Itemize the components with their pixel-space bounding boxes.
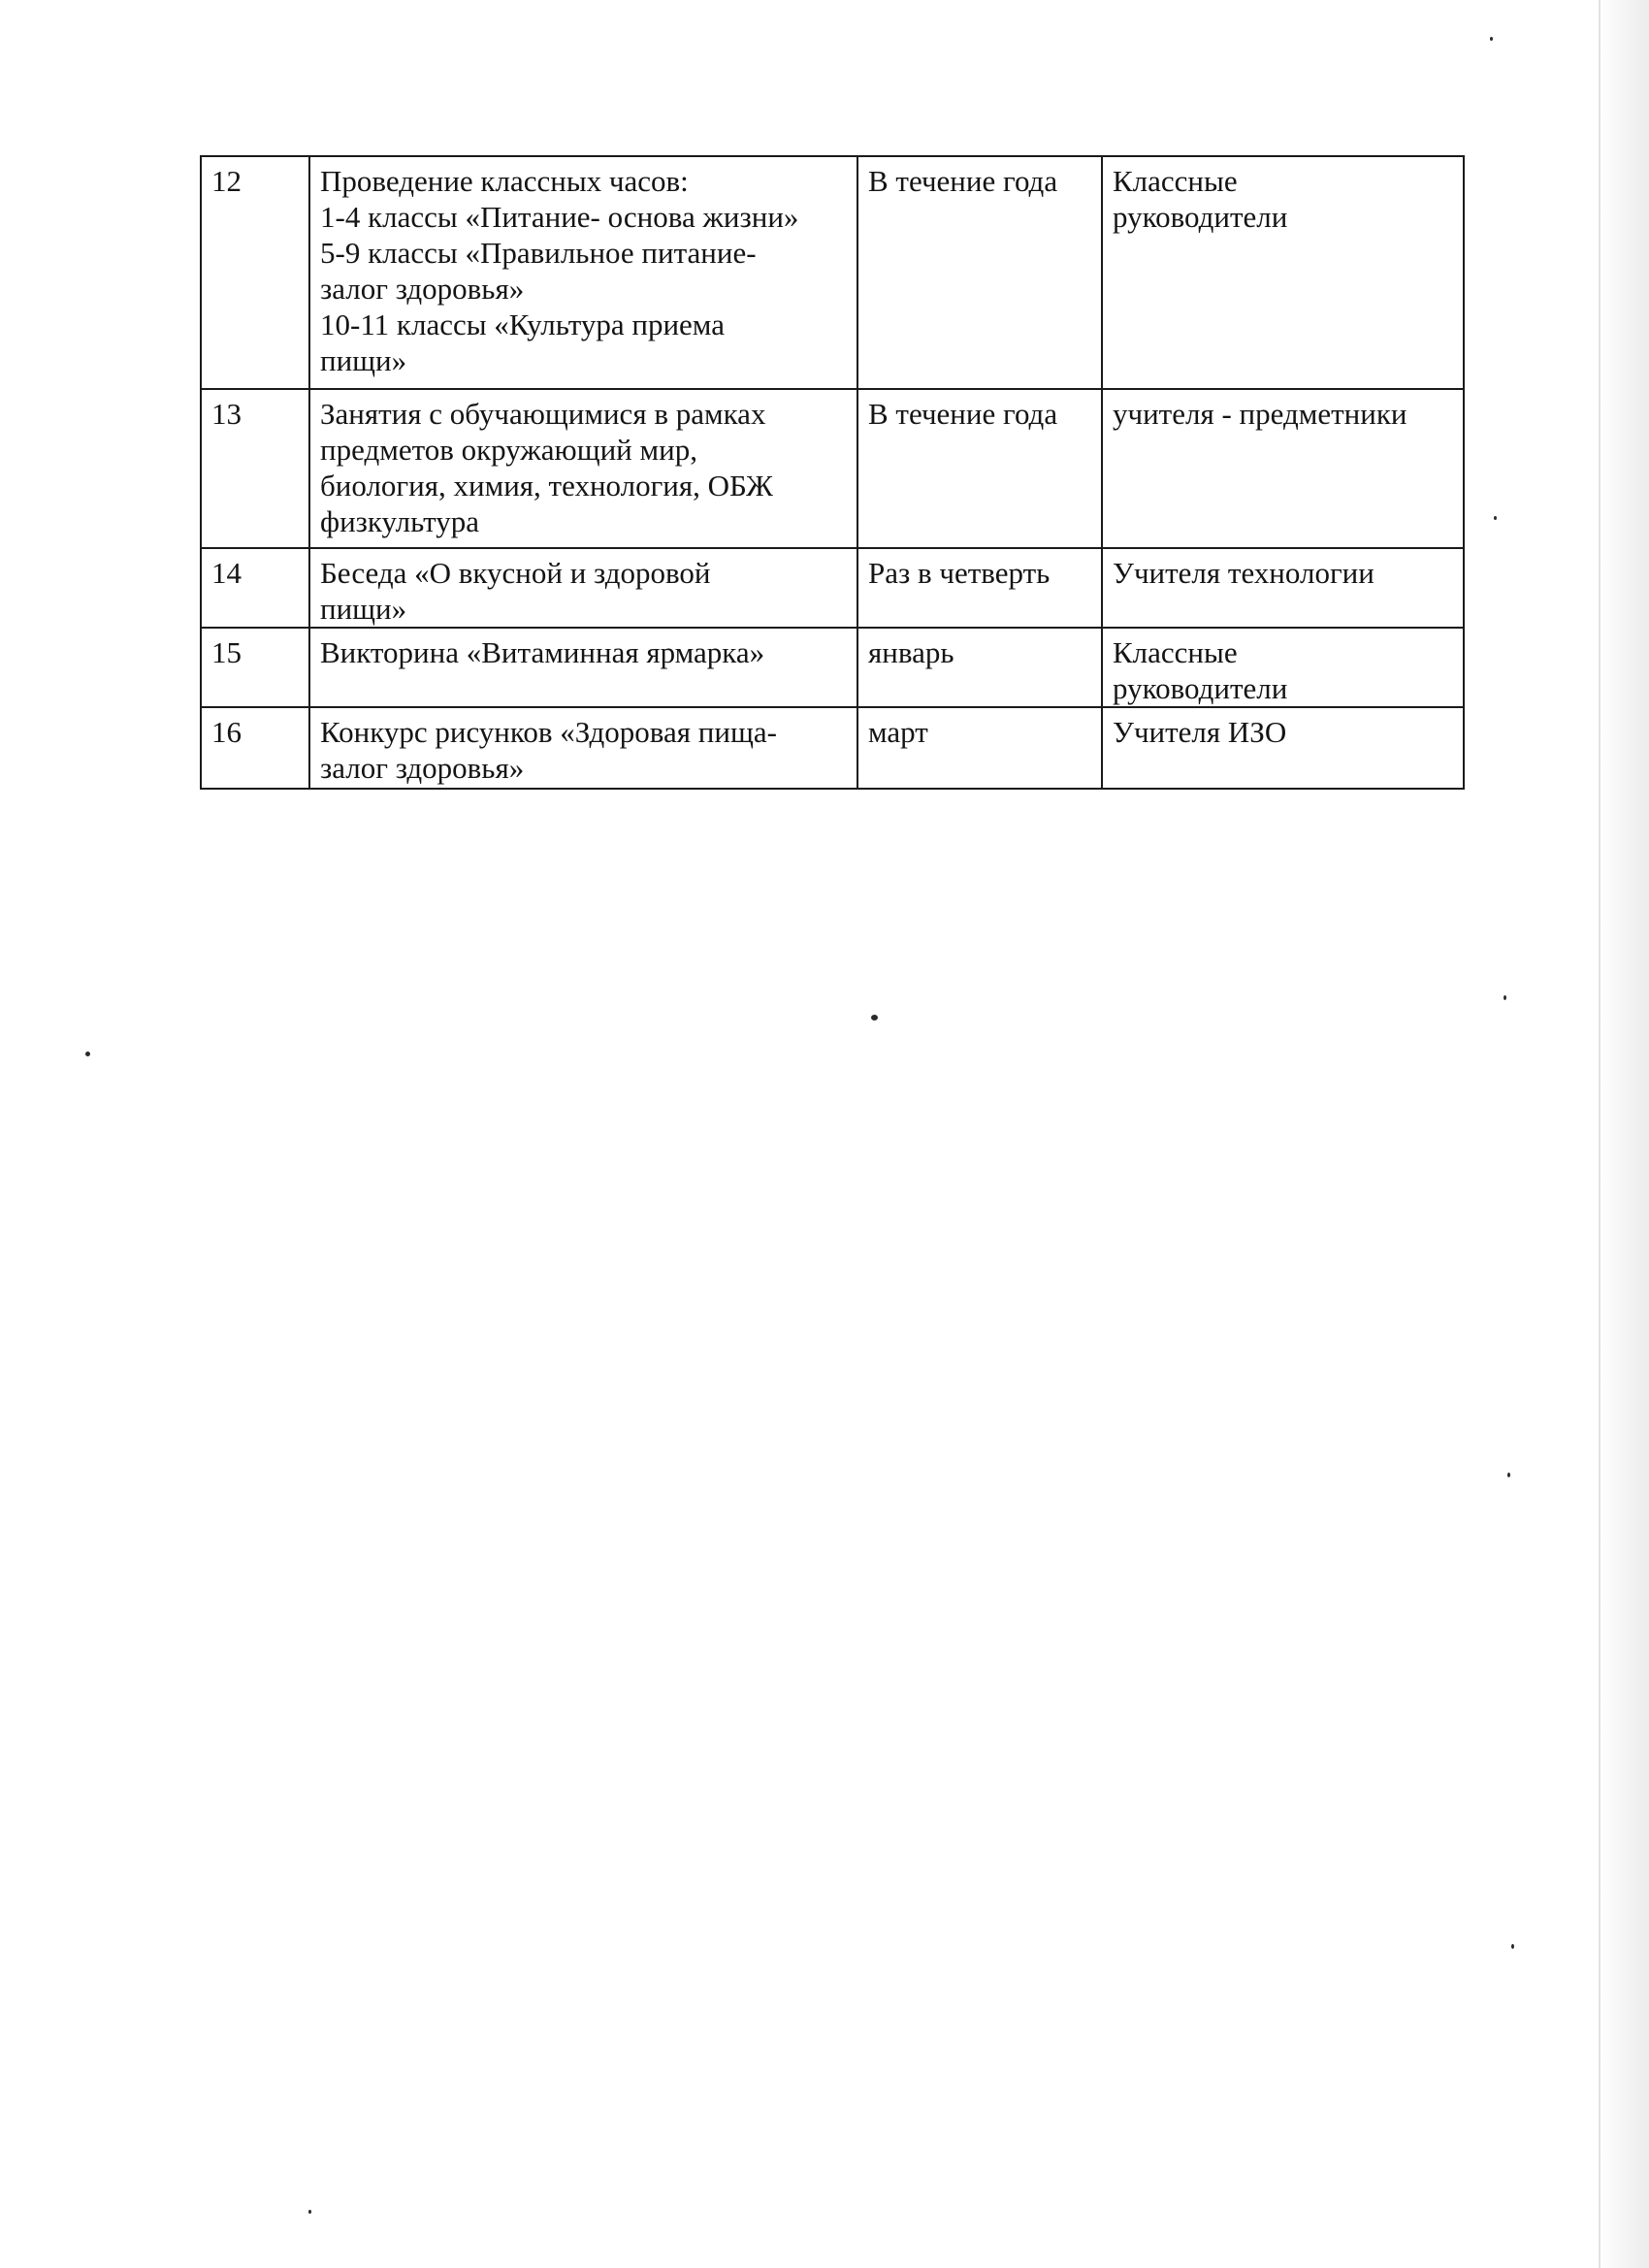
scan-speck (1507, 1473, 1510, 1477)
responsible-cell (1102, 548, 1464, 628)
event-line: 1-4 классы «Питание- основа жизни» (320, 200, 799, 234)
scan-speck (85, 1052, 90, 1056)
timing-cell: январь (857, 628, 1102, 707)
scan-speck (1494, 516, 1497, 520)
timing-cell: март (857, 707, 1102, 789)
table-row (201, 389, 1464, 548)
event-cell (309, 707, 857, 789)
responsible-line: Классные (1113, 635, 1238, 669)
event-line: Викторина «Витаминная ярмарка» (320, 635, 765, 669)
table-row (201, 707, 1464, 789)
responsible-line: руководители (1113, 671, 1288, 705)
scan-speck (1504, 995, 1506, 1000)
scan-speck (308, 2210, 311, 2214)
event-line: Беседа «О вкусной и здоровой (320, 556, 711, 590)
responsible-line: учителя - предметники (1113, 397, 1407, 431)
scan-speck (1511, 1944, 1514, 1949)
responsible-line: Классные (1113, 164, 1238, 198)
scan-edge-shadow (1599, 0, 1649, 2268)
event-line: физкультура (320, 504, 480, 538)
table-row (201, 548, 1464, 628)
event-line: 5-9 классы «Правильное питание- (320, 236, 757, 270)
event-cell (309, 628, 857, 707)
row-number: 14 (201, 548, 309, 628)
event-cell (309, 389, 857, 548)
responsible-cell (1102, 707, 1464, 789)
row-number: 16 (201, 707, 309, 789)
event-line: Проведение классных часов: (320, 164, 689, 198)
scan-edge-line (1599, 0, 1600, 2268)
event-line: пищи» (320, 592, 407, 626)
responsible-cell (1102, 389, 1464, 548)
responsible-cell (1102, 628, 1464, 707)
nutrition-plan-table (200, 155, 1465, 790)
event-line: предметов окружающий мир, (320, 433, 697, 467)
row-number: 15 (201, 628, 309, 707)
responsible-line: руководители (1113, 200, 1288, 234)
timing-cell: В течение года (857, 156, 1102, 389)
row-number: 12 (201, 156, 309, 389)
timing-cell: Раз в четверть (857, 548, 1102, 628)
scan-speck (871, 1015, 878, 1021)
event-line: биология, химия, технология, ОБЖ (320, 469, 773, 502)
responsible-line: Учителя ИЗО (1113, 715, 1287, 749)
table-row (201, 628, 1464, 707)
timing-cell: В течение года (857, 389, 1102, 548)
row-number: 13 (201, 389, 309, 548)
event-line: залог здоровья» (320, 272, 525, 306)
event-cell (309, 156, 857, 389)
responsible-cell (1102, 156, 1464, 389)
scan-speck (1490, 37, 1493, 41)
event-line: 10-11 классы «Культура приема (320, 308, 725, 341)
event-line: Занятия с обучающимися в рамках (320, 397, 766, 431)
responsible-line: Учителя технологии (1113, 556, 1374, 590)
event-line: залог здоровья» (320, 751, 525, 785)
event-line: пищи» (320, 343, 407, 377)
event-cell (309, 548, 857, 628)
table-row (201, 156, 1464, 389)
event-line: Конкурс рисунков «Здоровая пища- (320, 715, 777, 749)
